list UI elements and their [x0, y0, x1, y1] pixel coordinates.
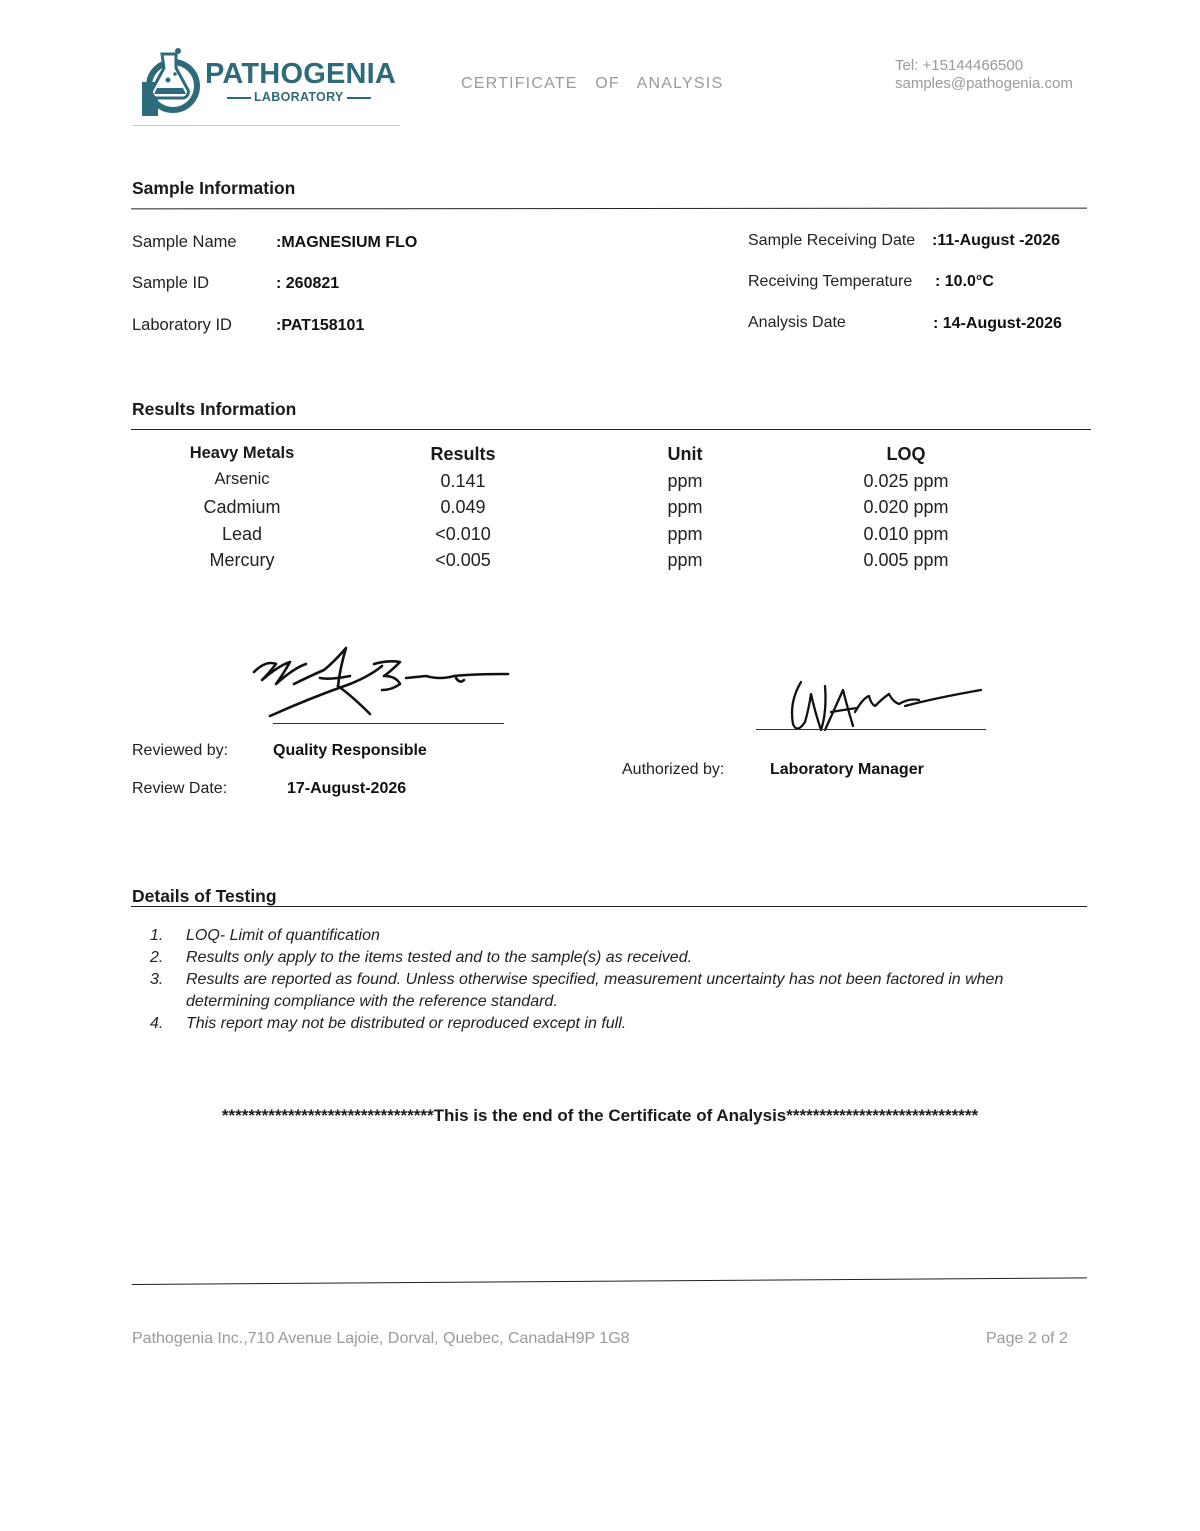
- receiving-temperature-value: : 10.0°C: [935, 273, 994, 290]
- reviewer-signature-line: [273, 723, 504, 724]
- unit-value: ppm: [667, 524, 703, 544]
- section-divider: [131, 429, 1091, 430]
- sample-info-title: Sample Information: [132, 178, 296, 198]
- document-title: CERTIFICATE OF ANALYSIS: [461, 75, 724, 92]
- analysis-date-value: : 14-August-2026: [933, 315, 1062, 332]
- authorizer-signature: [785, 672, 985, 741]
- sample-name-value: :MAGNESIUM FLO: [276, 234, 418, 251]
- laboratory-id-value: :PAT158101: [276, 317, 365, 334]
- footer-divider: [132, 1277, 1087, 1285]
- column-header-unit: Unit: [667, 444, 703, 464]
- unit-value: ppm: [667, 550, 703, 570]
- contact-phone: Tel: +15144466500: [895, 57, 1024, 74]
- metal-name: Lead: [221, 524, 263, 544]
- note-number: 2.: [150, 949, 164, 966]
- contact-email[interactable]: samples@pathogenia.com: [895, 75, 1073, 92]
- logo-name: PATHOGENIA: [205, 58, 397, 90]
- laboratory-id-label: Laboratory ID: [132, 316, 232, 334]
- authorizer-signature-line: [756, 729, 986, 730]
- note-number: 4.: [150, 1015, 164, 1032]
- end-of-certificate-line: ********************************This is the end of the Certificate of Analysis*****************************: [221, 1106, 979, 1125]
- sample-name-label: Sample Name: [132, 233, 237, 251]
- note-text: Results only apply to the items tested and to the sample(s) as received.: [186, 949, 693, 966]
- section-divider: [131, 208, 1087, 210]
- metal-name: Cadmium: [203, 497, 281, 517]
- authorized-by-label: Authorized by:: [622, 761, 725, 778]
- note-text: Results are reported as found. Unless otherwise specified, measurement uncertainty has not been factored in when determining compliance with the reference standard.: [186, 971, 1004, 1010]
- analysis-date-label: Analysis Date: [748, 314, 846, 331]
- column-header-loq: LOQ: [886, 444, 926, 464]
- reviewed-by-label: Reviewed by:: [132, 742, 229, 759]
- note-text: LOQ- Limit of quantification: [186, 927, 380, 944]
- note-text: This report may not be distributed or reproduced except in full.: [186, 1015, 627, 1032]
- loq-value: 0.010 ppm: [863, 524, 949, 544]
- reviewer-signature: [250, 640, 512, 727]
- section-divider: [131, 906, 1087, 907]
- column-header-results: Results: [430, 444, 496, 464]
- reviewed-by-value: Quality Responsible: [273, 742, 427, 759]
- footer-address: Pathogenia Inc.,710 Avenue Lajoie, Dorval, Quebec, CanadaH9P 1G8: [132, 1330, 630, 1347]
- unit-value: ppm: [667, 471, 703, 491]
- logo-subtitle: LABORATORY: [224, 90, 374, 104]
- review-date-label: Review Date:: [132, 780, 228, 797]
- receiving-temperature-label: Receiving Temperature: [748, 273, 913, 290]
- note-number: 3.: [150, 971, 164, 988]
- details-title: Details of Testing: [132, 886, 277, 906]
- receiving-date-label: Sample Receiving Date: [748, 232, 916, 249]
- result-value: 0.049: [440, 497, 486, 517]
- loq-value: 0.020 ppm: [863, 497, 949, 517]
- metal-name: Arsenic: [214, 470, 270, 488]
- loq-value: 0.005 ppm: [863, 550, 949, 570]
- sample-id-value: : 260821: [276, 275, 340, 292]
- review-date-value: 17-August-2026: [287, 780, 407, 797]
- logo-divider: [132, 125, 400, 126]
- result-value: <0.010: [435, 524, 491, 544]
- page-number: Page 2 of 2: [986, 1330, 1068, 1347]
- flask-logo-icon: [140, 46, 202, 118]
- metal-name: Mercury: [209, 550, 275, 570]
- receiving-date-value: :11-August -2026: [932, 232, 1061, 249]
- loq-value: 0.025 ppm: [863, 471, 949, 491]
- note-number: 1.: [150, 927, 164, 944]
- unit-value: ppm: [667, 497, 703, 517]
- sample-id-label: Sample ID: [132, 274, 210, 292]
- results-info-title: Results Information: [132, 399, 297, 419]
- authorized-by-value: Laboratory Manager: [770, 761, 924, 778]
- result-value: 0.141: [440, 471, 486, 491]
- result-value: <0.005: [435, 550, 491, 570]
- column-header-heavy-metals: Heavy Metals: [189, 444, 295, 462]
